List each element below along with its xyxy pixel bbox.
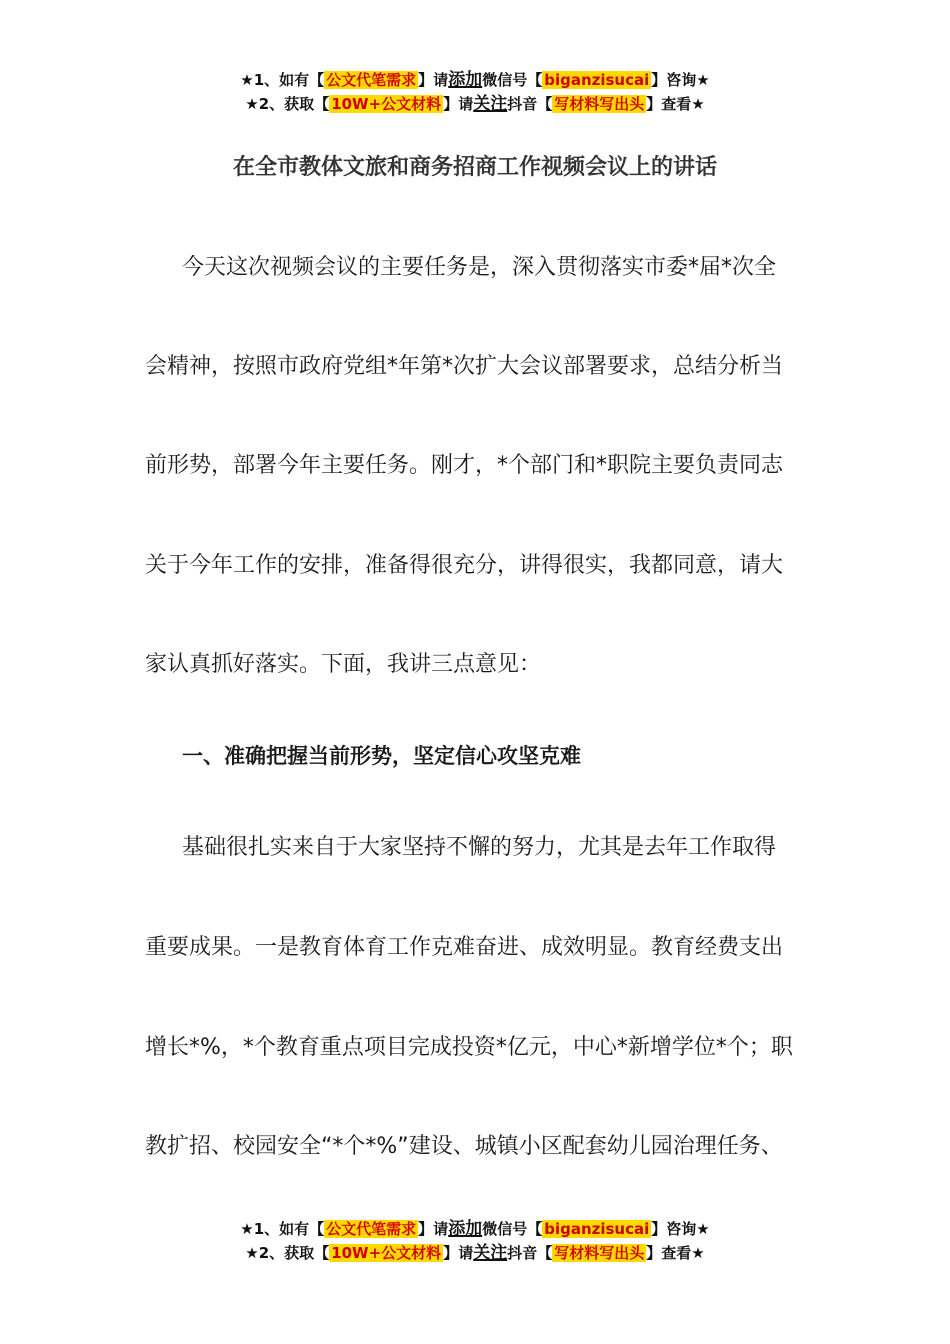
paragraph-line: 家认真抓好落实。下面，我讲三点意见： bbox=[145, 652, 542, 677]
banner-text: ★2、获取【 bbox=[245, 95, 330, 113]
banner-text: 】咨询★ bbox=[651, 1220, 710, 1238]
banner-text: ★1、如有【 bbox=[240, 1220, 325, 1238]
paragraph-line: 重要成果。一是教育体育工作克难奋进、成效明显。教育经费支出 bbox=[145, 935, 784, 960]
paragraph-line: 关于今年工作的安排，准备得很充分，讲得很实，我都同意，请大 bbox=[145, 553, 784, 578]
banner-line-1 bbox=[0, 1217, 950, 1241]
header-banner bbox=[0, 68, 950, 116]
paragraph-line: 教扩招、校园安全“*个*%”建设、城镇小区配套幼儿园治理任务、 bbox=[145, 1134, 783, 1159]
banner-text: 】请 bbox=[443, 95, 474, 113]
highlight-douyin: 写材料写出头 bbox=[554, 1244, 645, 1262]
banner-text: ★1、如有【 bbox=[240, 71, 325, 89]
banner-text: ★2、获取【 bbox=[245, 1244, 330, 1262]
underlined-text: 添加 bbox=[448, 70, 483, 90]
section-heading: 一、准确把握当前形势，坚定信心攻坚克难 bbox=[182, 744, 581, 768]
paragraph-line: 前形势，部署今年主要任务。刚才，*个部门和*职院主要负责同志 bbox=[145, 453, 784, 478]
banner-text: 抖音【 bbox=[507, 95, 553, 113]
paragraph-line: 会精神，按照市政府党组*年第*次扩大会议部署要求，总结分析当 bbox=[145, 354, 784, 379]
banner-line-2 bbox=[0, 92, 950, 116]
highlight-wechat-id: biganzisucai bbox=[544, 71, 650, 89]
underlined-text: 关注 bbox=[473, 94, 508, 114]
highlight-materials: 10W+公文材料 bbox=[331, 1244, 442, 1262]
banner-text: 微信号【 bbox=[482, 71, 543, 89]
highlight-douyin: 写材料写出头 bbox=[554, 95, 645, 113]
banner-text: 抖音【 bbox=[507, 1244, 553, 1262]
banner-text: 】咨询★ bbox=[651, 71, 710, 89]
highlight-materials: 10W+公文材料 bbox=[331, 95, 442, 113]
banner-text: 微信号【 bbox=[482, 1220, 543, 1238]
underlined-text: 关注 bbox=[473, 1243, 508, 1263]
paragraph-line: 今天这次视频会议的主要任务是，深入贯彻落实市委*届*次全 bbox=[182, 255, 777, 280]
banner-text: 】查看★ bbox=[646, 95, 705, 113]
highlight-wechat-id: biganzisucai bbox=[544, 1220, 650, 1238]
banner-text: 】查看★ bbox=[646, 1244, 705, 1262]
banner-text: 】请 bbox=[443, 1244, 474, 1262]
highlight-service: 公文代笔需求 bbox=[326, 71, 417, 89]
paragraph-line: 增长*%，*个教育重点项目完成投资*亿元，中心*新增学位*个；职 bbox=[145, 1035, 793, 1060]
underlined-text: 添加 bbox=[448, 1219, 483, 1239]
highlight-service: 公文代笔需求 bbox=[326, 1220, 417, 1238]
paragraph-line: 基础很扎实来自于大家坚持不懈的努力，尤其是去年工作取得 bbox=[182, 835, 777, 860]
banner-line-2 bbox=[0, 1241, 950, 1265]
banner-text: 】请 bbox=[418, 1220, 449, 1238]
banner-line-1 bbox=[0, 68, 950, 92]
footer-banner bbox=[0, 1217, 950, 1265]
banner-text: 】请 bbox=[418, 71, 449, 89]
document-title: 在全市教体文旅和商务招商工作视频会议上的讲话 bbox=[232, 155, 717, 180]
